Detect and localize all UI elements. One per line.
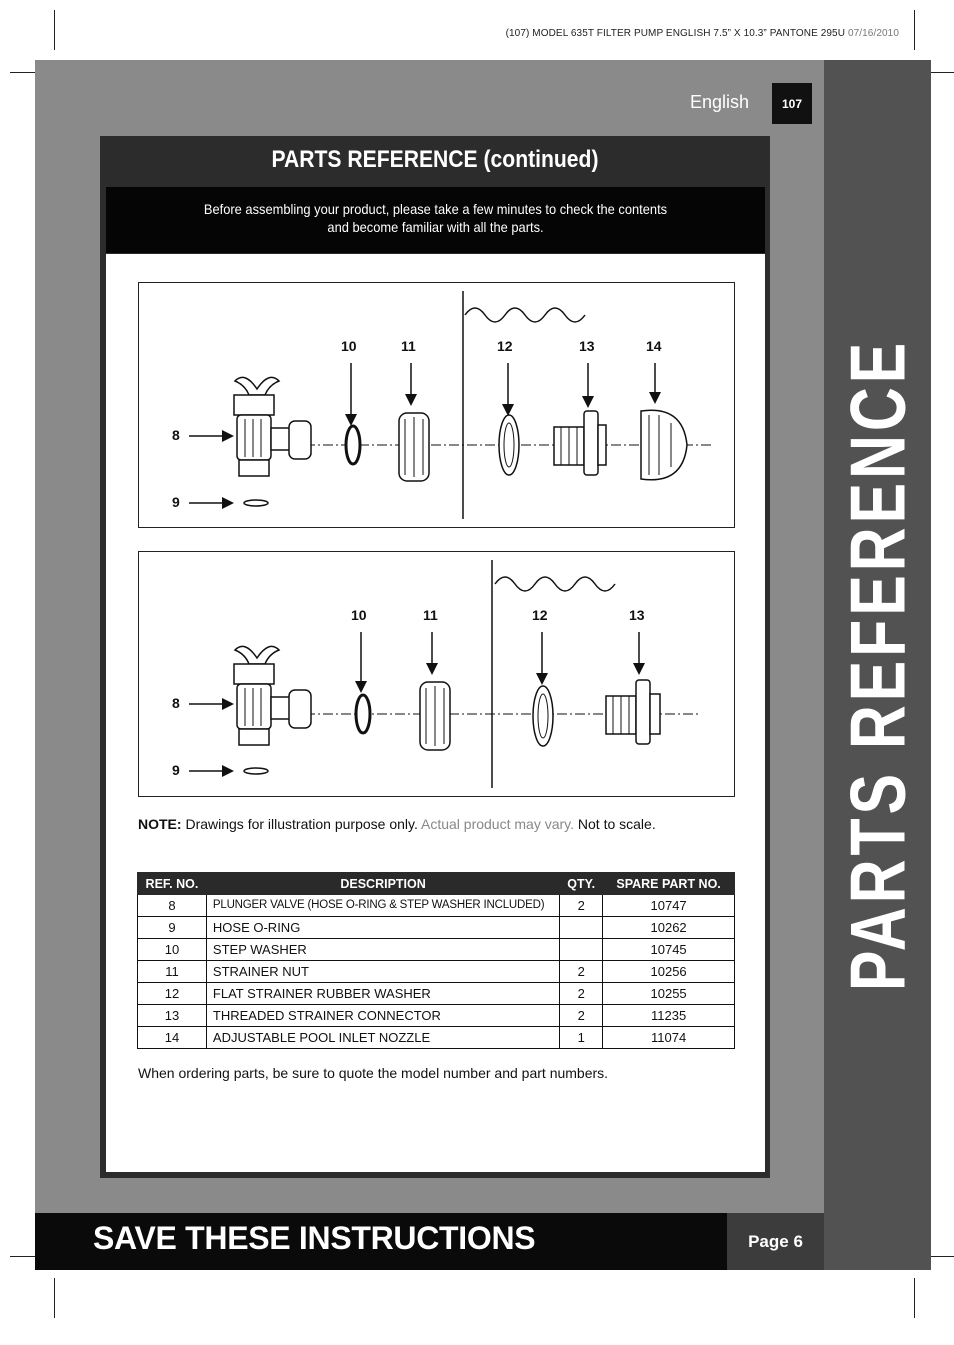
- cell-ref-no: 12: [138, 983, 207, 1005]
- cell-qty: 2: [560, 983, 603, 1005]
- table-row: [138, 1027, 735, 1049]
- crop-mark: [914, 1278, 915, 1318]
- part-label-10: 10: [341, 338, 357, 354]
- cell-description: STEP WASHER: [206, 939, 559, 961]
- intro-bar: [106, 187, 765, 253]
- side-title: PARTS REFERENCE: [833, 338, 921, 992]
- table-header-row: [138, 873, 735, 895]
- cell-ref-no: 11: [138, 961, 207, 983]
- intro-line: and become familiar with all the parts.: [327, 219, 544, 235]
- parts-diagram-2: [138, 551, 735, 797]
- cell-ref-no: 8: [138, 895, 207, 917]
- page-number-tab: Page 6: [727, 1213, 824, 1270]
- part-label-14: 14: [646, 338, 662, 354]
- crop-mark: [914, 10, 915, 50]
- cell-ref-no: 10: [138, 939, 207, 961]
- table-row: [138, 917, 735, 939]
- crop-mark: [54, 1278, 55, 1318]
- parts-diagram-1: [138, 282, 735, 528]
- side-band: [824, 60, 931, 1270]
- panel-title: PARTS REFERENCE (continued): [271, 146, 599, 173]
- ordering-note: When ordering parts, be sure to quote the model number and part numbers.: [138, 1065, 609, 1081]
- cell-ref-no: 9: [138, 917, 207, 939]
- part-label-9: 9: [172, 762, 180, 778]
- cell-spare-part-no: 11235: [603, 1005, 735, 1027]
- part-label-8: 8: [172, 695, 180, 711]
- part-label-12: 12: [532, 607, 548, 623]
- note-text: Drawings for illustration purpose only.: [181, 816, 421, 832]
- cell-qty: 2: [560, 895, 603, 917]
- column-header-qty: QTY.: [560, 873, 603, 895]
- table-row: [138, 983, 735, 1005]
- part-label-10: 10: [351, 607, 367, 623]
- part-label-13: 13: [629, 607, 645, 623]
- table-row: [138, 1005, 735, 1027]
- print-header: [506, 28, 899, 39]
- print-header-date: 07/16/2010: [847, 28, 899, 39]
- language-label: English: [690, 92, 750, 112]
- part-label-13: 13: [579, 338, 595, 354]
- cell-spare-part-no: 10256: [603, 961, 735, 983]
- part-label-8: 8: [172, 427, 180, 443]
- cell-description: STRAINER NUT: [206, 961, 559, 983]
- cell-spare-part-no: 11074: [603, 1027, 735, 1049]
- cell-qty: [560, 917, 603, 939]
- note-text: Not to scale.: [574, 816, 656, 832]
- part-label-12: 12: [497, 338, 513, 354]
- part-label-11: 11: [401, 338, 416, 354]
- page-number-box: 107: [772, 83, 812, 124]
- part-label-9: 9: [172, 494, 180, 510]
- parts-table: [137, 872, 735, 1049]
- parts-diagram-2-drawing: [139, 552, 734, 796]
- cell-ref-no: 13: [138, 1005, 207, 1027]
- cell-spare-part-no: 10262: [603, 917, 735, 939]
- column-header-spare-part-no: SPARE PART NO.: [603, 873, 735, 895]
- illustration-note: [138, 816, 656, 832]
- parts-diagram-1-drawing: [139, 283, 734, 527]
- cell-description: FLAT STRAINER RUBBER WASHER: [206, 983, 559, 1005]
- table-row: [138, 961, 735, 983]
- cell-qty: 1: [560, 1027, 603, 1049]
- intro-line: Before assembling your product, please take a few minutes to check the contents: [203, 201, 668, 217]
- print-header-text: (107) MODEL 635T FILTER PUMP ENGLISH 7.5” X 10.3” PANTONE 295U: [505, 28, 846, 39]
- cell-qty: 2: [560, 961, 603, 983]
- crop-mark: [54, 10, 55, 50]
- cell-spare-part-no: 10747: [603, 895, 735, 917]
- cell-description: THREADED STRAINER CONNECTOR: [206, 1005, 559, 1027]
- cell-description: ADJUSTABLE POOL INLET NOZZLE: [206, 1027, 559, 1049]
- table-row: [138, 939, 735, 961]
- cell-ref-no: 14: [138, 1027, 207, 1049]
- part-label-11: 11: [423, 607, 438, 623]
- column-header-description: DESCRIPTION: [206, 873, 559, 895]
- cell-qty: [560, 939, 603, 961]
- footer-bar: [35, 1213, 727, 1270]
- cell-spare-part-no: 10745: [603, 939, 735, 961]
- footer-title: SAVE THESE INSTRUCTIONS: [93, 1220, 536, 1256]
- note-label: NOTE:: [138, 816, 182, 832]
- cell-description: PLUNGER VALVE (HOSE O-RING & STEP WASHER INCLUDED): [206, 895, 559, 917]
- note-text-muted: Actual product may vary.: [420, 816, 575, 832]
- cell-spare-part-no: 10255: [603, 983, 735, 1005]
- table-row: [138, 895, 735, 917]
- column-header-ref-no: REF. NO.: [138, 873, 207, 895]
- cell-qty: 2: [560, 1005, 603, 1027]
- cell-description: HOSE O-RING: [206, 917, 559, 939]
